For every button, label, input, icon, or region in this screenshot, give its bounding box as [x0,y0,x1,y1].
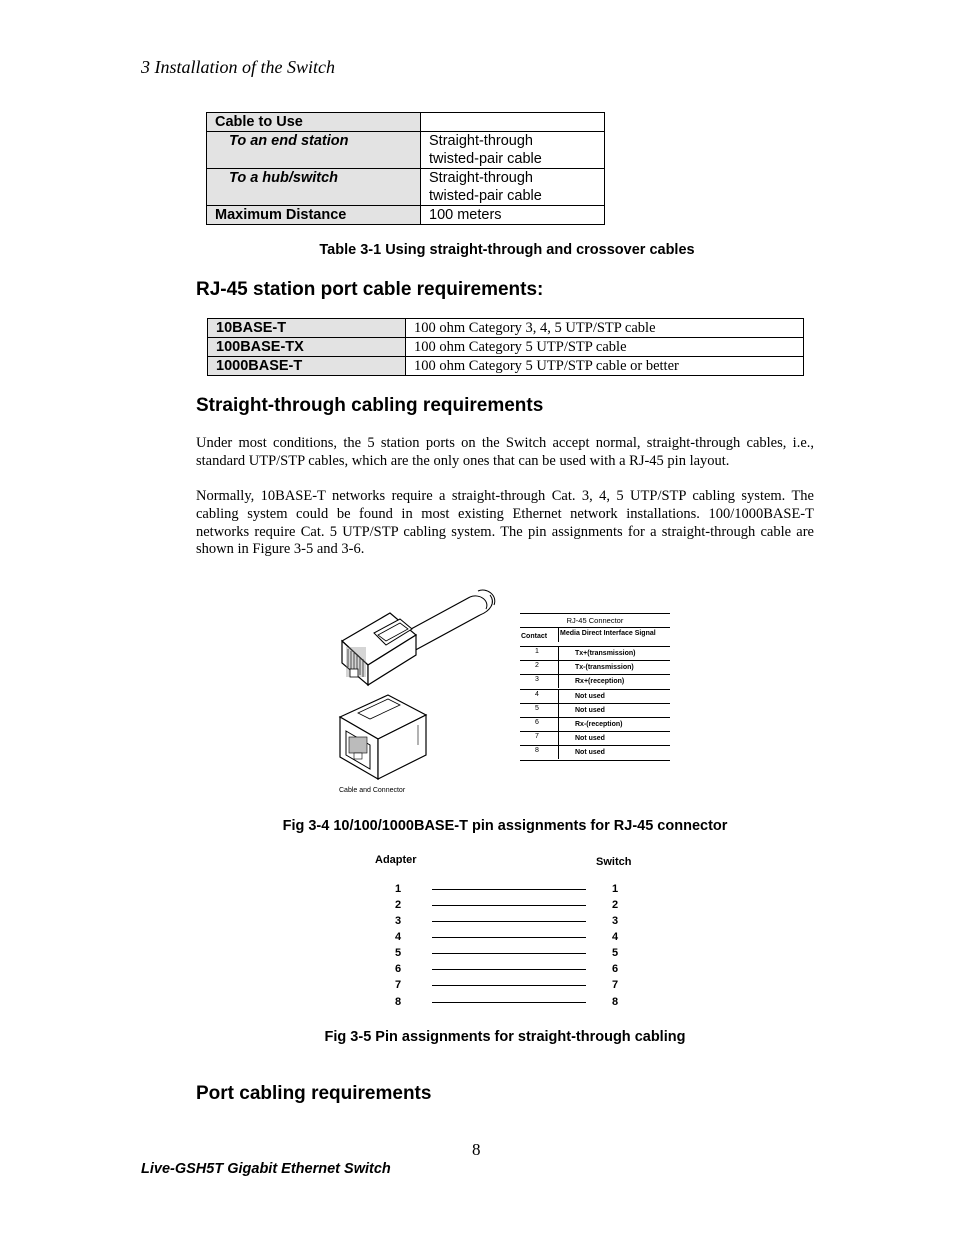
contact-column-header: Contact [521,633,548,640]
adapter-pin: 4 [395,931,402,943]
paragraph-1: Under most conditions, the 5 station ports on the Switch accept normal, straight-through cables, i.e., standard UTP/STP cables, which are the only ones that can be used with a RJ-45 pin layout. [196,435,814,469]
table-row [520,718,670,732]
wire-line [432,985,586,986]
pin-signal: Tx-(transmission) [558,661,634,674]
pin-signal: Not used [558,690,605,703]
rj45-pin-table [520,613,670,755]
adapter-label: Adapter [375,854,417,866]
table-row [207,206,605,225]
switch-pin: 4 [612,931,619,943]
pin-contact: 7 [535,733,539,741]
pin-contact: 4 [535,690,539,698]
switch-pin: 3 [612,915,619,927]
distance-value: 100 meters [421,206,605,225]
fig35-caption: Fig 3-5 Pin assignments for straight-through cabling [324,1029,686,1045]
table-row [207,132,605,169]
switch-label: Switch [596,856,632,868]
pin-contact: 6 [535,718,539,726]
signal-column-header: Media Direct Interface Signal [558,628,656,642]
running-header: 3 Installation of the Switch [141,57,335,77]
port-cabling-heading: Port cabling requirements [196,1083,432,1104]
wire-line [432,937,586,938]
pin-signal: Tx+(transmission) [558,647,636,660]
pin-signal: Rx-(reception) [558,718,622,731]
table-caption: Table 3-1 Using straight-through and crossover cables [319,242,695,258]
adapter-pin: 6 [395,963,402,975]
adapter-pin: 7 [395,979,402,991]
pin-contact: 5 [535,704,539,712]
table-row [520,675,670,689]
cable-row-value-line: Straight-through [429,170,533,186]
pin-contact: 8 [535,747,539,755]
pin-rows [520,647,670,761]
adapter-pin: 8 [395,996,402,1008]
switch-pin: 6 [612,963,619,975]
standard-cable: 100 ohm Category 3, 4, 5 UTP/STP cable [406,319,804,338]
switch-pin: 8 [612,996,619,1008]
cable-table-empty-cell [421,113,605,132]
adapter-pin: 3 [395,915,402,927]
table-row [208,357,804,376]
cable-row-label: To a hub/switch [207,169,421,206]
standard-cable: 100 ohm Category 5 UTP/STP cable [406,338,804,357]
wire-line [432,969,586,970]
wire-line [432,953,586,954]
footer-product-name: Live-GSH5T Gigabit Ethernet Switch [141,1161,391,1177]
straight-heading: Straight-through cabling requirements [196,395,544,416]
cable-row-value-line: Straight-through [429,133,533,149]
rj45-heading: RJ-45 station port cable requirements: [196,279,544,300]
pin-contact: 3 [535,676,539,684]
fig34-caption: Fig 3-4 10/100/1000BASE-T pin assignments for RJ-45 connector [282,818,728,834]
switch-pin: 5 [612,947,619,959]
pin-signal: Not used [558,732,605,745]
switch-pin: 1 [612,883,619,895]
paragraph-2: Normally, 10BASE-T networks require a straight-through Cat. 3, 4, 5 UTP/STP cabling system. The cabling system could be found in most existing Ethernet network installations. 100/1000BASE-T networks require Cat. 5 UTP/STP cabling system. The pin assignments for a straight-through cable are shown in Figure 3-5 and 3-6. [196,488,814,558]
pin-signal: Not used [558,746,605,759]
table-row [207,169,605,206]
pin-signal: Not used [558,704,605,717]
pin-table-header [520,627,670,647]
cable-table [206,112,605,225]
adapter-pin: 1 [395,883,402,895]
standard-cable: 100 ohm Category 5 UTP/STP cable or better [406,357,804,376]
pin-contact: 1 [535,648,539,655]
table-row [520,647,670,661]
rj45-plug-illustration [330,585,510,785]
distance-label: Maximum Distance [207,206,421,225]
page-number: 8 [472,1140,481,1159]
pin-table-title: RJ-45 Connector [520,613,670,625]
table-row [208,338,804,357]
adapter-pin: 5 [395,947,402,959]
table-row [520,746,670,760]
cable-table-title: Cable to Use [207,113,421,132]
standard-name: 100BASE-TX [208,338,406,357]
pin-signal: Rx+(reception) [558,675,624,688]
standard-name: 10BASE-T [208,319,406,338]
wire-line [432,1002,586,1003]
pin-contact: 2 [535,662,539,670]
cable-row-value [421,169,605,206]
wire-line [432,889,586,890]
cable-row-value-line: twisted-pair cable [429,188,542,204]
cable-and-connector-label: Cable and Connector [339,787,406,794]
table-row [520,661,670,675]
adapter-pin: 2 [395,899,402,911]
wire-line [432,921,586,922]
cable-row-label: To an end station [207,132,421,169]
standard-name: 1000BASE-T [208,357,406,376]
cable-row-value [421,132,605,169]
switch-pin: 2 [612,899,619,911]
rj45-standards-table [207,318,804,376]
table-row [208,319,804,338]
cable-row-value-line: twisted-pair cable [429,151,542,167]
table-row [520,690,670,704]
table-row [520,704,670,718]
wire-line [432,905,586,906]
switch-pin: 7 [612,979,619,991]
table-row [520,732,670,746]
